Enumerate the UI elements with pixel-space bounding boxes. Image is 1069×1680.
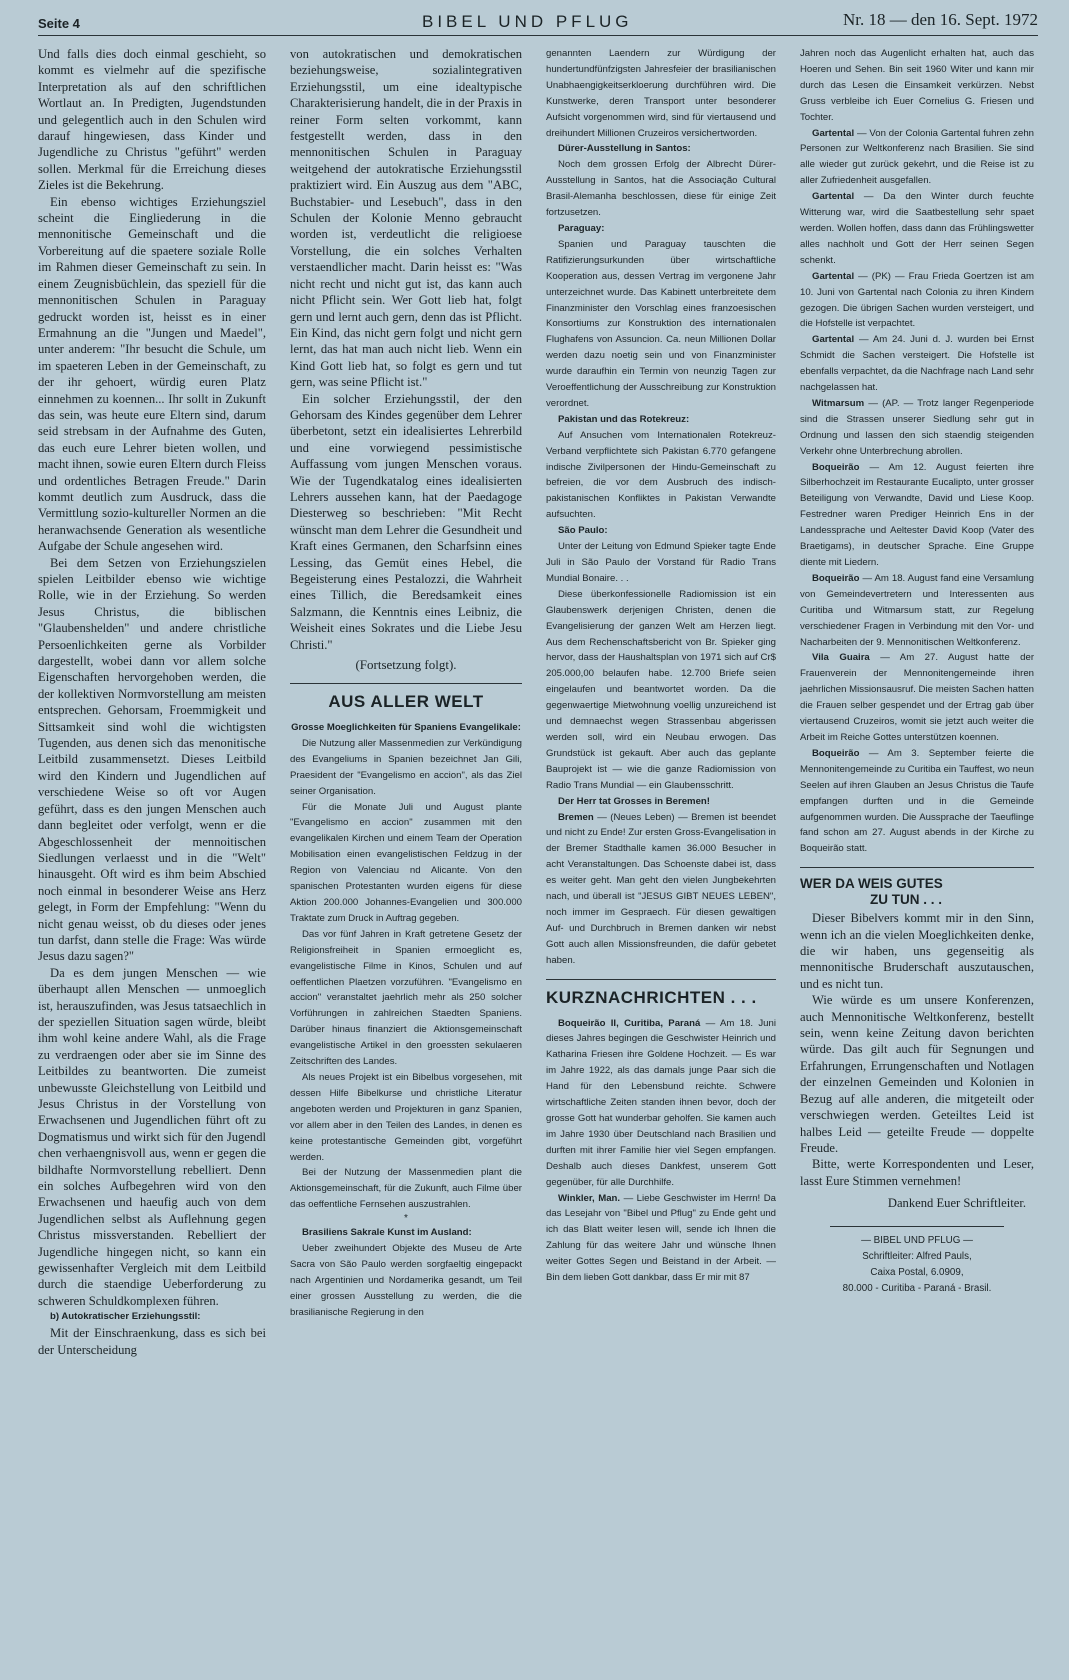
section-rule	[290, 683, 522, 684]
news-paragraph	[546, 1191, 776, 1286]
news-paragraph	[546, 1016, 776, 1191]
news-paragraph	[800, 332, 1034, 396]
news-paragraph	[800, 571, 1034, 651]
news-text: — Von der Colonia Gartental fuhren zehn Personen zur Weltkonferenz nach Brasilien. Sie sind alle wieder gut zurück gekehrt, und die Reise ist zu aller Zufriedenheit ausgefallen.	[800, 127, 1034, 187]
news-paragraph	[546, 810, 776, 969]
news-paragraph	[800, 650, 1034, 745]
article-paragraph: Bitte, werte Korrespondenten und Leser, lasst Eure Stimmen vernehmen!	[800, 1157, 1034, 1188]
section-rule	[546, 979, 776, 980]
news-place: Bremen	[558, 811, 594, 823]
news-place: Boqueirão II, Curitiba, Paraná	[558, 1017, 701, 1029]
news-heading: Pakistan und das Rotekreuz:	[558, 413, 690, 425]
news-place: Witmarsum	[812, 397, 865, 409]
news-text: — Am 18. August fand eine Versamlung von Gemeindevertretern und Interessenten aus Curitiba und Witmarsum statt, zur Regelung verschiedener Fragen in Verbindung mit den Vor- und Nacharbeiten der 9. Mennonitischen Weltkonferenz.	[800, 572, 1034, 648]
issue-date: Nr. 18 — den 16. Sept. 1972	[842, 10, 1038, 29]
news-text: — Am 27. August hatte der Frauenverein der Mennonitengemeinde ihren jaehrlichen Missionsausruf. Die meisten Sachen hatten die Frauen selber gespendet und der Ertrag gab über viertausend Cruzeiros, womit sie jetzt auch weiter die Arbeit im Reiche Gottes unterstützen koennen.	[800, 652, 1034, 743]
news-heading: São Paulo:	[558, 525, 608, 537]
news-paragraph	[800, 269, 1034, 333]
news-place: Gartental	[812, 334, 855, 346]
article-paragraph: Wie würde es um unsere Konferenzen, auch Mennonitische Weltkonferenz, bestellt sein, wenn keine Zeitung davon berichten würde. Das gilt auch für Segnungen und Erfahrungen, Errungenschaften und Notlagen der einzelnen Gemeinden und Kolonien in Bezug auf alle anderen, die mitgeteilt oder verschwiegen werden. Geteiltes Leid ist halbes Leid — geteilte Freude — doppelte Freude.	[800, 993, 1034, 1155]
continued-note: (Fortsetzung folgt).	[355, 657, 457, 673]
news-paragraph: Auf Ansuchen vom Internationalen Rotekreuz-Verband verpflichtete sich Pakistan 6.770 gefangene indische Zivilpersonen der Hindu-Gemeinschaft zu befreien, die vor dem Ausbruch des indisch-pakistanischen Konfliktes in Pakistan Verwandte aufsuchten.	[546, 429, 776, 521]
header-rule	[38, 35, 1038, 36]
page-header	[38, 8, 1038, 34]
section-title-kurznachrichten: KURZNACHRICHTEN . . .	[546, 987, 757, 1007]
news-place: Gartental	[812, 127, 855, 139]
news-paragraph	[800, 460, 1034, 571]
news-place: Boqueirão	[812, 747, 860, 759]
column-3	[546, 46, 776, 1286]
news-place: Boqueirão	[812, 461, 860, 473]
editor-signature: Dankend Euer Schriftleiter.	[887, 1196, 1026, 1211]
article-subheading: b) Autokratischer Erziehungsstil:	[50, 1311, 201, 1323]
news-paragraph	[800, 396, 1034, 460]
news-paragraph: Spanien und Paraguay tauschten die Ratifizierungsurkunden über wirtschaftliche Kooperation aus, dessen Vertrag im vergonene Jahr unterzeichnet wurde. Das Kabinett unterbreitete dem Finanzminister den Vorschlag eines franzoesischen Konsortiums zur Konstruktion des internationalen Flughafens von Assuncion. Ca. neun Millionen Dollar werden dazu noetig sein und von Finanzminister wurde daraufhin ein Termin von neunzig Tagen zur Veroeffentlichung der Ausschreibung zur Konstruktion verordnet.	[546, 238, 776, 409]
section-rule	[830, 1226, 1004, 1227]
section-title-wer-da-weis	[800, 876, 1034, 908]
news-paragraph	[800, 189, 1034, 269]
imprint-line: — BIBEL UND PFLUG —	[861, 1234, 973, 1246]
news-paragraph: Bei der Nutzung der Massenmedien plant die Aktionsgemeinschaft, für die Zukunft, auch Filme über das oeffentliche Fernsehen auszustrahlen.	[290, 1167, 522, 1211]
news-paragraph: Für die Monate Juli und August plante "Evangelismo en accion" zusammen mit den evangelikalen Kirchen und einem Team der Operation Mobilisation einen evangelistischen Feldzug in der Region von Valenciau nd Alicante. Von den spanischen Protestanten wurden eigens für diese Aktion 200.000 Johannes-Evangelien und 300.000 Traktate zum Druck in Auftrag gegeben.	[290, 801, 522, 924]
news-paragraph: genannten Laendern zur Würdigung der hundertundfünfzigsten Jahresfeier der brasilianischen Unabhaengigkeitserkloerung durchführen wird. Die Kunstwerke, deren Transport unter besonderer Aufsicht vorgenommen wird, sind für viertausend und dreihundert Millionen Cruzeiros versichertworden.	[546, 48, 776, 139]
news-text: — Da den Winter durch feuchte Witterung war, wird die Saatbestellung sehr spaet werden. Wollen hoffen, dass dann das Frühlingswetter alles nachholt und Gott der Herr seinen Segen schenkt.	[800, 191, 1034, 266]
news-paragraph: Jahren noch das Augenlicht erhalten hat, auch das Hoeren und Sehen. Bin seit 1960 Witer und kann mir durch das Lesen die Einsamkeit verkürzen. Nebst Gruss verbleibe ich Euer Cornelius G. Friesen und Tochter.	[800, 48, 1034, 123]
news-text: — (AP. — Trotz langer Regenperiode sind die Strassen unserer Siedlung sehr gut in Ordnung und lassen den sich staendig steigenden Verkehr ohne Unterbrechung abrollen.	[800, 397, 1034, 457]
imprint	[800, 1233, 1034, 1297]
column-4	[800, 46, 1034, 1297]
news-paragraph	[800, 746, 1034, 857]
news-text: — Liebe Geschwister im Herrn! Da das Lesejahr von "Bibel und Pflug" zu Ende geht und ich das Blatt weiter lesen will, sende ich Ihnen die Zahlung für das weitere Jahr und wünsche Ihnen weiter Gottes Segen und Beistand in der Arbeit. — Bin dem lieben Gott dankbar, dass Er mir mit 87	[546, 1192, 776, 1284]
article-paragraph: Bei dem Setzen von Erziehungszielen spielen Leitbilder ebenso wie wichtige Rolle, wie in der Erziehung. So werden Jesus Christus, die biblischen "Glaubenshelden" und andere christliche Persoenlichkeiten gerne als Vorbilder dargestellt, wobei dann vor allem solche Eigenschaften hervorgehoben werden, die der kollektiven Normvorstellung am meisten entsprechen. Gehorsam, Froemmigkeit und Sittsamkeit sind wohl die wichtigsten Tugenden, aus denen sich das menonitische Leitbild zusammensetzt. Dieses Leitbild wird den Kindern und Jugendlichen auf verschiedene Weise so oft vor Augen geführt, dass es den jungen Menschen auch dann begleitet oder verfolgt, wenn er die Abgeschlossenheit der mennoitischen Siedlungen verlaesst und in die "Welt" hinausgeht. Oft wird es ihm beim Abschied noch einmal in besonderer Weise ans Herz gelegt, in Form der Empfehlung: "Wenn du nicht genau weisst, ob du dieses oder jenes tun darfst, dann stelle die Frage: Was würde Jesus dazu sagen?"	[38, 555, 266, 964]
newspaper-title: BIBEL UND PFLUG	[422, 12, 633, 31]
news-text: — Am 12. August feierten ihre Silberhochzeit im Restaurante Eucalipto, unter grosser Beteiligung von Verwandte, David und Liese Koop. Festredner waren Prediger Heinrich Ens in der Landessprache und Aeltester David Koop (Vater des Braetigams), in deutscher Sprache. Eine Gruppe diente mit Liedern.	[800, 461, 1034, 568]
news-heading: Paraguay:	[558, 222, 605, 234]
news-paragraph: Ueber zweihundert Objekte des Museu de Arte Sacra von São Paulo werden sorgfaeltig eingepackt nach Argentinien und Nordamerika gesandt, um Teil einer grossen Ausstellung zu werden, die die brasilianische Regierung in den	[290, 1243, 522, 1318]
news-place: Vila Guaira	[812, 652, 870, 664]
news-paragraph: Noch dem grossen Erfolg der Albrecht Dürer-Ausstellung in Santos, hat die Associação Cultural Brasil-Alemanha beschlossen, diese für einige Zeit fortzusetzen.	[546, 159, 776, 219]
news-paragraph: Das vor fünf Jahren in Kraft getretene Gesetz der Religionsfreiheit in Spanien ermoeglicht es, evangelistische Filme in Kinos, Schulen und auf oeffentlichen Plaetzen vorzuführen. "Evangelismo en accion" veranstaltet jaehrlich mehr als 250 solcher Vorführungen in zahlreichen Staedten Spaniens. Darüber hinaus finanziert die Aktionsgemeinschaft evangelistische Artikel in den groessten sekulaeren Zeitschriften des Landes.	[290, 928, 522, 1068]
news-text: — (PK) — Frau Frieda Goertzen ist am 10. Juni von Gartental nach Colonia zu ihren Kindern gezogen. Die übrigen Sachen wurden versteigert, und die Hofstelle ist verpachtet.	[800, 270, 1034, 330]
article-paragraph: Ein solcher Erziehungsstil, der den Gehorsam des Kindes gegenüber dem Lehrer überbetont, setzt ein idealisiertes Lehrerbild und eine vorwiegend pessimistische Auffassung vom jungen Menschen voraus. Wie der Tugendkatalog eines idealisierten Lehrers aussehen kann, hat der Paedagoge Diesterweg so beschrieben: "Mit Recht wünscht man dem Lehrer die Gesundheit und Kraft eines Germanen, den Scharfsinn eines Lessing, das Gemüt eines Hebel, die Begeisterung eines Pestalozzi, die Wahrheit eines Tillich, die Beredsamkeit eines Salzmann, die Kenntnis eines Leibniz, die Weisheit eines Sokrates und die Liebe Jesu Christi."	[290, 391, 522, 652]
news-text: — (Neues Leben) — Bremen ist beendet und nicht zu Ende! Zur ersten Gross-Evangelisation in der Bremer Stadthalle kamen 36.000 Besucher in acht Veranstaltungen. Das Schoenste dabei ist, dass es weiter geht. Man geht den vielen Jungbekehrten nach, und überall ist "JESUS GIBT NEUES LEBEN", noch immer im Gespraech. Für diesen gewaltigen Auf- und Durchbruch in Bremen danken wir nebst Gott auch allen Missionsfreunden, die dafür gebetet haben.	[546, 811, 776, 966]
separator-star: *	[404, 1213, 408, 1225]
article-paragraph: Ein ebenso wichtiges Erziehungsziel scheint die Eingliederung in die mennonitische Gemeinschaft und die Vorbereitung auf die spaetere soziale Rolle im Rahmen dieser Gemeinschaft zu sein. In einem Zeugnisbüchlein, das speziell für die mennonitischen Schulen in Paraguay gedruckt worden ist, heisst es in einer Ermahnung an die "Jungen und Maedel", unter anderem: "Ihr besucht die Schule, um im spaeteren Leben in der Gemeinschaft, zu der ihr gehoert, würdig euren Platz einnehmen zu koennen... Ihr sollt in Zukunft das sein, was heute eure Eltern sind, darum seid strebsam in der Aufnahme des Guten, das euch eure Lehrer bieten wollen, und macht ihnen, sowie euren Eltern durch Fleiss und ordentliches Betragen Freude." Darin kommt deutlich zum Ausdruck, dass die Vermittlung sozio-kultureller Normen an die heranwachsende Generation als wesentliche Aufgabe der Schule angesehen wird.	[38, 194, 266, 554]
title-line: ZU TUN . . .	[870, 892, 942, 908]
news-heading: Grosse Moeglichkeiten für Spaniens Evangelikale:	[291, 722, 521, 734]
news-place: Boqueirão	[812, 572, 860, 584]
news-text: — Am 24. Juni d. J. wurden bei Ernst Schmidt die Sachen versteigert. Die Hofstelle ist ebenfalls verpachtet, da die Nachfrage nach Land sehr nachgelassen hat.	[800, 334, 1034, 394]
news-text: — Am 3. September feierte die Mennonitengemeinde zu Curitiba ein Tauffest, wo neun Seelen auf ihren Glauben an Jesus Christus die Taufe empfangen durften und in die Gemeinde aufgenommen wurden. Die Aussprache der Taeuflinge fand schon am 27. August abends in der Kirche zu Boqueirão statt.	[800, 747, 1034, 855]
news-text: — Am 18. Juni dieses Jahres begingen die Geschwister Heinrich und Katharina Friesen ihre Goldene Hochzeit. — Es war im Jahre 1922, als das damals junge Paar sich die Hand für den Lebensbund reichte. Schwere wirtschaftliche Zeiten standen ihnen bevor, doch der grosse Gott hat wunderbar geholfen. Sie kamen auch im Jahre 1930 über Deutschland nach Brasilien und durften mit ihrer Familie hier viel Segen empfangen. Deshalb auch dieses Dankfest, unserem Gott gegenüber, für alle Durchhilfe.	[546, 1017, 776, 1188]
title-line: WER DA WEIS GUTES	[800, 876, 943, 892]
article-paragraph: Dieser Bibelvers kommt mir in den Sinn, wenn ich an die vielen Moeglichkeiten denke, die wir haben, uns gegenseitig als mennonitische Bruderschaft auszutauschen, und es nicht tun.	[800, 911, 1034, 991]
news-paragraph: Als neues Projekt ist ein Bibelbus vorgesehen, mit dessen Hilfe Bibelkurse und christliche Literatur angeboten werden und Projekturen in ganz Spanien, vor allem aber in den Teilen des Landes, in denen es keine protestantische Gemeinden gibt, vorgeführt werden.	[290, 1071, 522, 1163]
news-place: Gartental	[812, 191, 855, 203]
news-paragraph: Unter der Leitung von Edmund Spieker tagte Ende Juli in São Paulo der Vorstand für Radio Trans Mundial Bonaire. . .	[546, 541, 776, 584]
imprint-line: 80.000 - Curitiba - Paraná - Brasil.	[842, 1282, 992, 1294]
imprint-line: Schriftleiter: Alfred Pauls,	[862, 1250, 972, 1262]
article-paragraph: von autokratischen und demokratischen beziehungsweise, sozialintegrativen Erziehungsstil, um eine idealtypische Charakterisierung handelt, die in der Praxis in reiner Form selten vorkommt, kann festgestellt werden, dass in den mennonitischen Schulen in Paraguay weitgehend der autokratische Erziehungsstil praktiziert wird. Ein Auszug aus dem "ABC, Buchstabier- und Lesebuch", dass in den Schulen der Kolonie Menno gebraucht worden ist, verdeutlicht die religioese Vorstellung, die ein solches Verhalten verstaendlicher macht. Darin heisst es: "Was nicht recht und nicht gut ist, das kann auch nicht Pflicht sein. Wer Gott lieb hat, folgt gern und lernt auch gern, denn das ist Pflicht. Ein Kind, das nicht gern folgt und nicht gern lernt, das hat man auch nicht lieb. Wenn ein Kind Gott lieb hat, so folgt es gern und tut gern, was seine Pflicht ist."	[290, 47, 522, 390]
article-paragraph: Und falls dies doch einmal geschieht, so kommt es vielmehr auf die spezifische Interpretation als auf den schriftlichen Wortlaut an. In Predigten, Jugendstunden und gelegentlich auch in den Schulen wird darauf hingewiesen, dass Kinder und Jugendliche zu Christus "geführt" werden sollen. Merkmal für die Erreichung dieses Zieles ist die Bekehrung.	[38, 47, 266, 193]
news-paragraph	[800, 126, 1034, 190]
news-paragraph: Die Nutzung aller Massenmedien zur Verkündigung des Evangeliums in Spanien bezeichnet Jan Gili, Praesident der "Evangelismo en accion", als das Ziel seiner Organisation.	[290, 737, 522, 797]
section-title-aus-aller-welt: AUS ALLER WELT	[328, 692, 484, 712]
article-paragraph: Mit der Einschraenkung, dass es sich bei der Unterscheidung	[38, 1326, 266, 1357]
news-paragraph: Diese überkonfessionelle Radiomission ist ein Glaubenswerk derjenigen Christen, denen die Evangelisierung der ganzen Welt am Herzen liegt. Aus dem Rechenschaftsbericht von Br. Spieker ging hervor, dass der Haushaltsplan von 1971 sich auf Cr$ 205.000,00 belaufen habe. 12.700 Briefe seien eingelaufen und beantwortet worden. Da die gegenwaertige Mietwohnung voellig unzureichend ist und demnaechst wegen Strassenbau abgerissen werden soll, wird ein Neubau erwogen. Das Grundstück ist gekauft. Aber auch das geplante Bauprojekt ist — wie die ganze Radiomission von Radio Trans Mundial — ein Glaubensschritt.	[546, 588, 776, 791]
news-heading: Dürer-Ausstellung in Santos:	[558, 143, 691, 155]
column-2	[290, 46, 522, 1321]
news-heading: Der Herr tat Grosses in Beremen!	[558, 795, 710, 807]
section-rule	[800, 867, 1034, 868]
news-place: Gartental	[812, 270, 855, 282]
article-paragraph: Da es dem jungen Menschen — wie überhaupt allen Menschen — unmoeglich ist, herauszufinden, was Jesus tatsaechlich in der speziellen Situation sagen würde, bleibt ihm wohl keine andere Wahl, als die Frage zu verdraengen oder aber sie im Sinne des Leitbildes zu beantworten. Die zumeist unbewusste Gleichstellung von Leitbild und Jesus Christus in der Vorstellung von Erwachsenen und Jugendlichen führt oft zu Dogmatismus und wirkt sich für den Jugendl chen verhaengnisvoll aus, wenn er gegen die bildhafte Normvorstellung rebelliert. Denn ein solches Aufbegehren wird von den Erwachsenen und haeufig auch von dem Jugendlichen selbst als Auflehnung gegen Christus missverstanden. Rebelliert der Jugendliche hingegen nicht, so kann ein gewissenhafter Vergleich mit dem Leitbild durch die staendige Ueberforderung zu schweren Schuldkomplexen führen.	[38, 965, 266, 1308]
news-place: Winkler, Man.	[558, 1192, 621, 1204]
page-number: Seite 4	[38, 16, 80, 31]
imprint-line: Caixa Postal, 6.0909,	[870, 1266, 964, 1278]
column-1	[38, 46, 266, 1358]
news-heading: Brasiliens Sakrale Kunst im Ausland:	[302, 1227, 472, 1239]
